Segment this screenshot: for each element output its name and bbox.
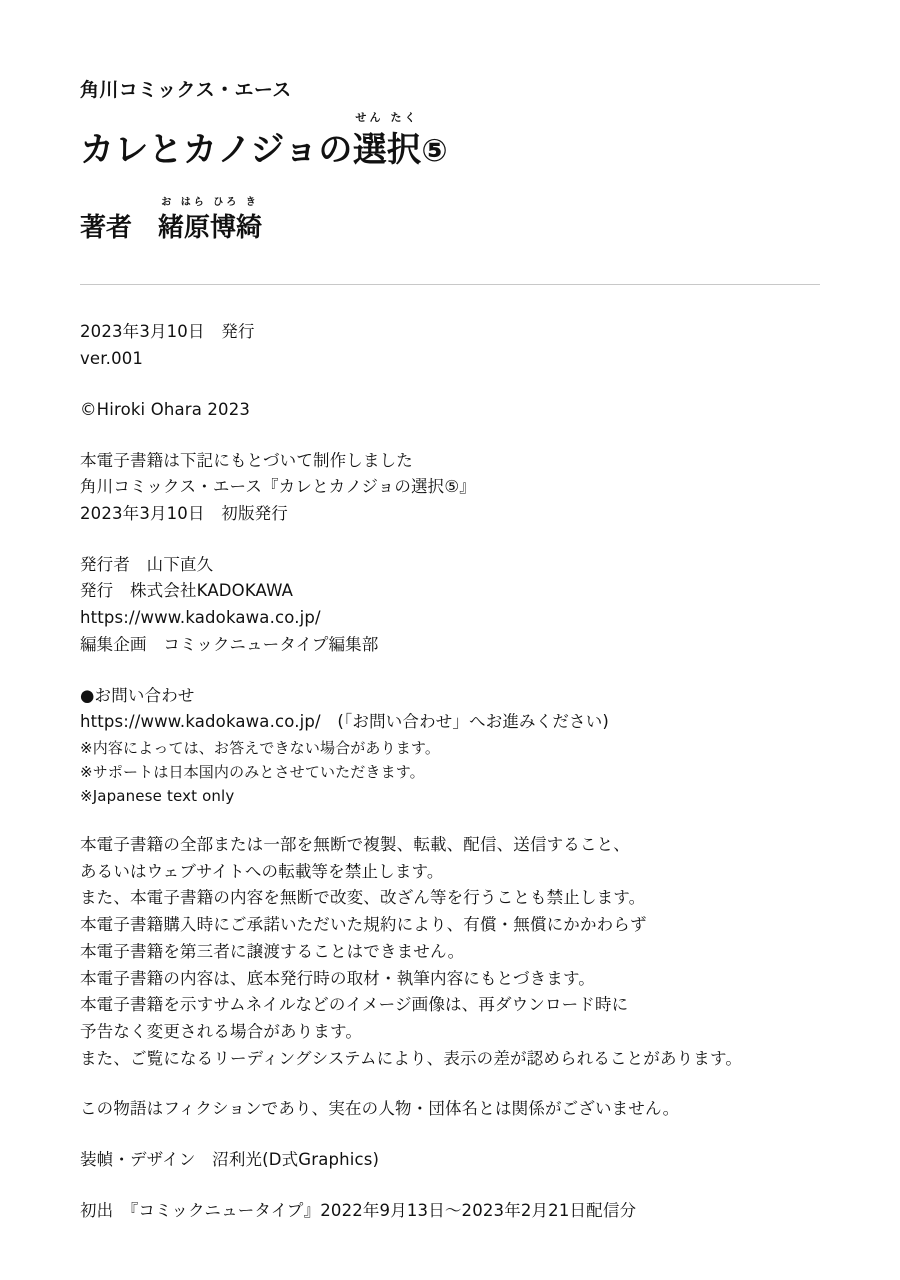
source-note-block — [80, 448, 820, 528]
publisher-block — [80, 552, 820, 659]
contact-block — [80, 683, 820, 808]
fiction-note-block — [80, 1096, 820, 1123]
author-name-group — [158, 197, 263, 244]
publisher-company: 発行 株式会社KADOKAWA — [80, 581, 294, 601]
copyright-line: ©Hiroki Ohara 2023 — [80, 399, 251, 419]
copyright-block — [80, 397, 820, 424]
publication-date: 2023年3月10日 発行 — [80, 322, 255, 342]
source-note-line-3: 2023年3月10日 初版発行 — [80, 503, 288, 523]
design-credit: 装幀・デザイン 沼利光(D式Graphics) — [80, 1150, 380, 1170]
first-publication-block — [80, 1198, 820, 1225]
contact-url[interactable]: https://www.kadokawa.co.jp/ (「お問い合わせ」へお進みください) — [80, 712, 609, 732]
author-name-ruby: お はら ひろ き — [161, 197, 259, 209]
terms-block — [80, 832, 820, 1072]
book-title-main: カレとカノジョの — [80, 129, 353, 170]
author-row — [80, 197, 820, 244]
design-credit-block — [80, 1147, 820, 1174]
contact-note-1: ※内容によっては、お答えできない場合があります。 — [80, 739, 440, 757]
author-label: 著者 — [80, 213, 133, 244]
terms-line: 本電子書籍を第三者に譲渡することはできません。 — [80, 941, 465, 961]
publication-version: ver.001 — [80, 349, 144, 369]
first-publication: 初出 『コミックニュータイプ』2022年9月13日〜2023年2月21日配信分 — [80, 1200, 637, 1220]
header-divider — [80, 284, 820, 285]
contact-note-3: ※Japanese text only — [80, 787, 235, 805]
terms-line: 本電子書籍購入時にご承諾いただいた規約により、有償・無償にかかわらず — [80, 915, 647, 935]
terms-line: 予告なく変更される場合があります。 — [80, 1022, 362, 1042]
terms-line: また、本電子書籍の内容を無断で改変、改ざん等を行うことも禁止します。 — [80, 888, 646, 908]
book-title — [80, 110, 820, 172]
contact-note-2: ※サポートは日本国内のみとさせていただきます。 — [80, 763, 425, 781]
volume-number: ⑤ — [421, 132, 448, 169]
terms-line: 本電子書籍の全部または一部を無断で複製、転載、配信、送信すること、 — [80, 835, 630, 854]
source-note-line-1: 本電子書籍は下記にもとづいて制作しました — [80, 450, 413, 470]
imprint-label: 角川コミックス・エース — [80, 79, 292, 101]
terms-line: また、ご覧になるリーディングシステムにより、表示の差が認められることがあります。 — [80, 1048, 742, 1068]
publisher-editorial: 編集企画 コミックニュータイプ編集部 — [80, 634, 379, 654]
publication-block — [80, 319, 820, 372]
fiction-note: この物語はフィクションであり、実在の人物・団体名とは関係がございません。 — [80, 1099, 680, 1119]
book-title-ruby: せん たく — [355, 110, 419, 124]
terms-line: あるいはウェブサイトへの転載等を禁止します。 — [80, 861, 444, 881]
book-title-ruby-group — [352, 110, 422, 172]
publisher-person: 発行者 山下直久 — [80, 554, 214, 574]
terms-line: 本電子書籍を示すサムネイルなどのイメージ画像は、再ダウンロード時に — [80, 995, 629, 1015]
contact-heading: ●お問い合わせ — [80, 685, 195, 705]
publisher-url[interactable]: https://www.kadokawa.co.jp/ — [80, 608, 321, 628]
author-name: 緒原博綺 — [158, 213, 263, 244]
book-title-ruby-base: 選択 — [352, 129, 422, 170]
source-note-line-2: 角川コミックス・エース『カレとカノジョの選択⑤』 — [80, 477, 476, 497]
terms-line: 本電子書籍の内容は、底本発行時の取材・執筆内容にもとづきます。 — [80, 968, 595, 988]
